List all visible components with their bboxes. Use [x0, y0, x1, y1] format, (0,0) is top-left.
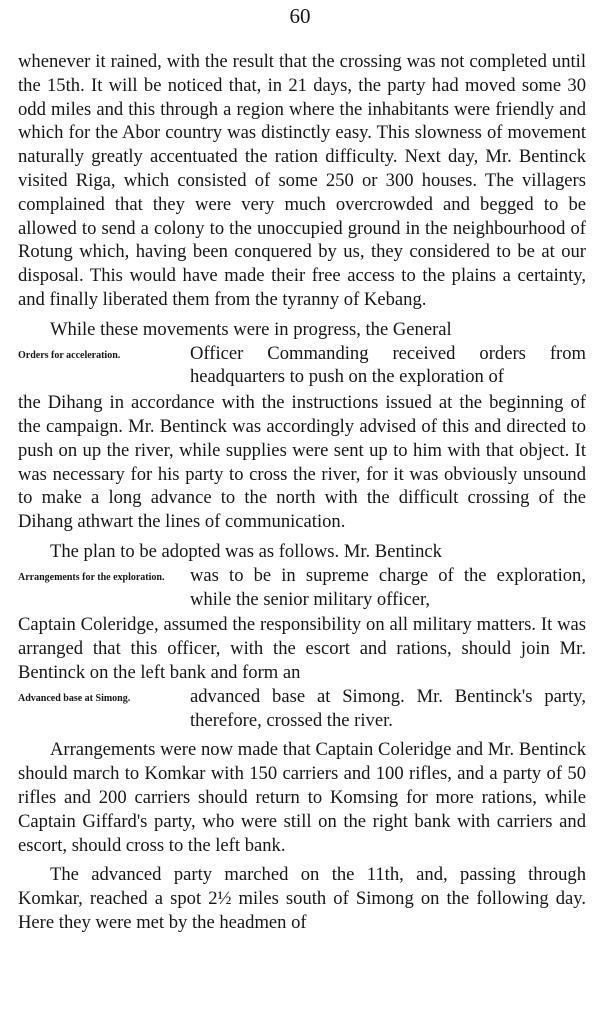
paragraph-3-margin-text-2: advanced base at Simong. Mr. Bentinck's party, therefore, crossed the river.	[190, 685, 586, 731]
margin-note-arrangements: Arrangements for the exploration.	[18, 571, 165, 583]
paragraph-5: The advanced party marched on the 11th, and, passing through Komkar, reached a spot 2½ miles south of Simong on the following day. Here they were met by the headmen of	[18, 864, 586, 933]
margin-note-advanced-base: Advanced base at Simong.	[18, 692, 131, 704]
margin-block-orders	[18, 342, 586, 390]
paragraph-3-rest: Captain Coleridge, assumed the responsibility on all military matters. It was arranged that this officer, with the escort and rations, should join Mr. Bentinck on the left bank and form an	[18, 614, 586, 683]
paragraph-2-lead: While these movements were in progress, the General	[50, 318, 452, 340]
page-number: 60	[289, 4, 311, 28]
margin-note-orders: Orders for acceleration.	[18, 349, 121, 361]
paragraph-3-lead: The plan to be adopted was as follows. Mr. Bentinck	[50, 540, 442, 562]
paragraph-1: whenever it rained, with the result that the crossing was not completed until the 15th. It will be noticed that, in 21 days, the party had moved some 30 odd miles and this through a region where the inhabitants were friendly and which for the Abor country was distinctly easy. This slowness of movement naturally greatly accentuated the ration difficulty. Next day, Mr. Bentinck visited Riga, which consisted of some 250 or 300 houses. The villagers complained that they were very much overcrowded and begged to be allowed to send a colony to the unoccupied ground in the neighbourhood of Rotung which, having been conquered by us, they considered to be at our disposal. This would have made their free access to the plains a certainty, and finally liberated them from the tyranny of Kebang.	[18, 51, 586, 310]
paragraph-2-rest: the Dihang in accordance with the instructions issued at the beginning of the campaign. Mr. Bentinck was accordingly advised of this and directed to push on up the river, while supplies were sent up to him with that object. It was necessary for his party to cross the river, for it was obviously unsound to make a long advance to the north with the difficult crossing of the Dihang athwart the lines of communication.	[18, 392, 586, 533]
margin-block-advanced-base	[18, 685, 586, 733]
paragraph-4: Arrangements were now made that Captain Coleridge and Mr. Bentinck should march to Komkar with 150 carriers and 100 rifles, and a party of 50 rifles and 200 carriers should return to Komsing for more rations, while Captain Giffard's party, who were still on the right bank with carriers and escort, should cross to the left bank.	[18, 739, 586, 856]
paragraph-2-margin-text: Officer Commanding received orders from headquarters to push on the exploration of	[190, 342, 586, 388]
paragraph-3-margin-text: was to be in supreme charge of the exploration, while the senior military officer,	[190, 564, 586, 610]
margin-block-arrangements	[18, 564, 586, 612]
page-body	[18, 50, 586, 941]
